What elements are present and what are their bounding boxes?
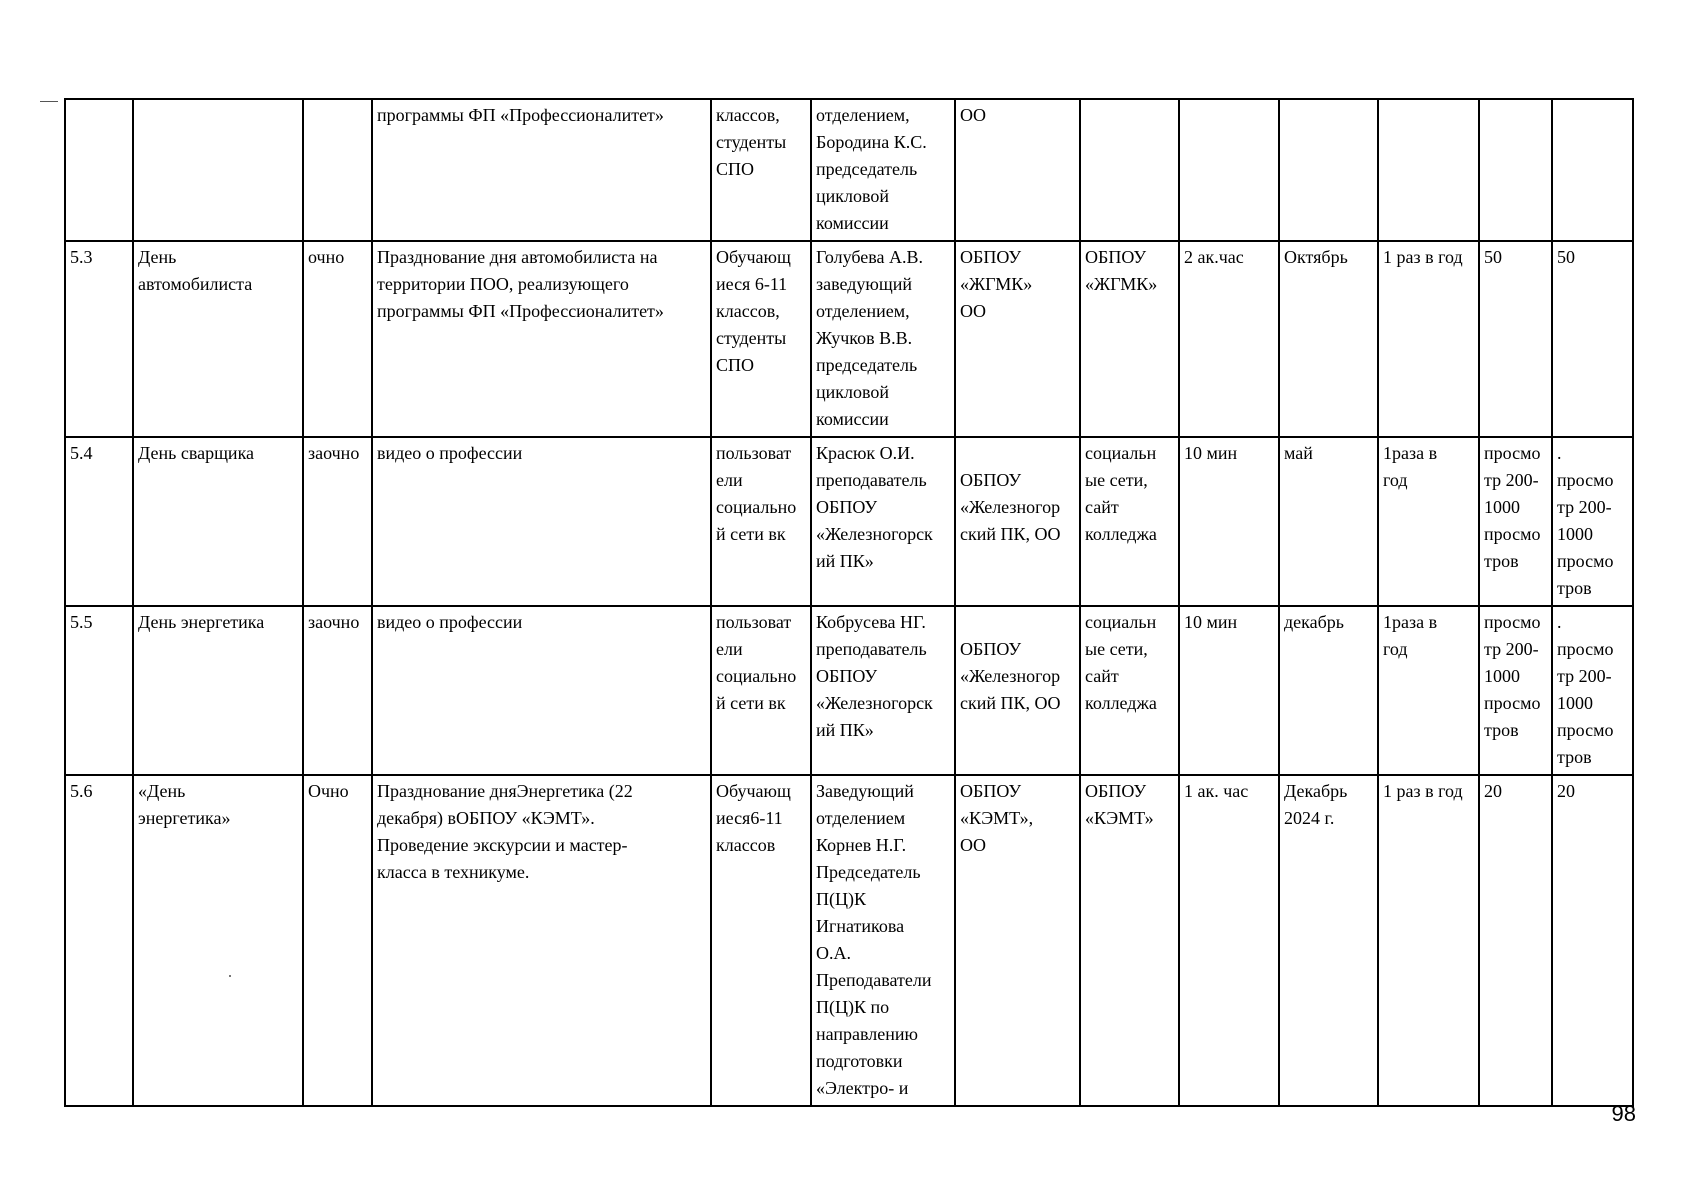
frequency-line: год	[1383, 470, 1408, 490]
venue-line: ОБПОУ	[1085, 247, 1147, 267]
planned-coverage-line: просмо	[1484, 612, 1541, 632]
row-number-cell: 5.3	[65, 241, 133, 437]
responsible-person-line: ОБПОУ	[816, 497, 878, 517]
event-name-line: энергетика»	[138, 808, 231, 828]
duration-cell	[1179, 775, 1279, 1106]
frequency-line: 1 раз в год	[1383, 781, 1463, 801]
responsible-person-line: отделением,	[816, 105, 910, 125]
target-audience-line: студенты	[716, 328, 787, 348]
target-audience-line: СПО	[716, 159, 755, 179]
responsible-person-cell	[811, 775, 955, 1106]
actual-coverage-line: 1000	[1557, 524, 1593, 544]
responsible-person-line: направлению	[816, 1024, 918, 1044]
participating-orgs-line: ский ПК, ОО	[960, 693, 1061, 713]
responsible-person-line: П(Ц)К	[816, 889, 866, 909]
event-description-line: программы ФП «Профессионалитет»	[377, 301, 664, 321]
venue-cell	[1080, 437, 1179, 606]
responsible-person-line: преподаватель	[816, 639, 927, 659]
target-audience-cell	[711, 775, 811, 1106]
event-date-line: Декабрь	[1284, 781, 1348, 801]
actual-coverage-cell	[1552, 775, 1633, 1106]
target-audience-line: классов	[716, 835, 776, 855]
duration-cell	[1179, 437, 1279, 606]
event-description-cell	[372, 241, 711, 437]
target-audience-line: классов,	[716, 301, 780, 321]
duration-line: 1 ак. час	[1184, 781, 1249, 801]
participating-orgs-line: ский ПК, ОО	[960, 524, 1061, 544]
participating-orgs-line: ОБПОУ	[960, 639, 1022, 659]
event-date-cell	[1279, 775, 1378, 1106]
participating-orgs-cell	[955, 606, 1080, 775]
participating-orgs-line: ОБПОУ	[960, 470, 1022, 490]
venue-line: «КЭМТ»	[1085, 808, 1154, 828]
target-audience-line: социально	[716, 497, 797, 517]
event-date-cell	[1279, 437, 1378, 606]
event-date-line: 2024 г.	[1284, 808, 1335, 828]
event-name-cell	[133, 437, 303, 606]
planned-coverage-line: просмо	[1484, 443, 1541, 463]
event-date-cell	[1279, 99, 1378, 241]
participating-orgs-cell	[955, 775, 1080, 1106]
participating-orgs-line: «ЖГМК»	[960, 274, 1033, 294]
responsible-person-line: Голубева А.В.	[816, 247, 923, 267]
table-row	[65, 775, 1633, 1106]
target-audience-cell	[711, 241, 811, 437]
event-form-line: заочно	[308, 443, 360, 463]
row-number-cell: 5.4	[65, 437, 133, 606]
venue-line: ые сети,	[1085, 639, 1148, 659]
planned-coverage-line: 50	[1484, 247, 1502, 267]
target-audience-line: иеся6-11	[716, 808, 783, 828]
target-audience-line: ели	[716, 639, 743, 659]
actual-coverage-line: 1000	[1557, 693, 1593, 713]
target-audience-line: пользоват	[716, 443, 792, 463]
target-audience-line: студенты	[716, 132, 787, 152]
planned-coverage-line: тров	[1484, 720, 1519, 740]
actual-coverage-line: 50	[1557, 247, 1575, 267]
event-form-line: очно	[308, 247, 345, 267]
duration-cell	[1179, 241, 1279, 437]
participating-orgs-line	[960, 609, 1076, 636]
duration-line: 2 ак.час	[1184, 247, 1244, 267]
event-description-line: видео о профессии	[377, 443, 523, 463]
event-form-cell	[303, 99, 372, 241]
frequency-cell	[1378, 606, 1479, 775]
participating-orgs-line: ОО	[960, 105, 986, 125]
responsible-person-line: Корнев Н.Г.	[816, 835, 907, 855]
responsible-person-line: Председатель	[816, 862, 921, 882]
responsible-person-line: заведующий	[816, 274, 912, 294]
event-description-cell	[372, 606, 711, 775]
responsible-person-line: Красюк О.И.	[816, 443, 915, 463]
actual-coverage-cell	[1552, 437, 1633, 606]
target-audience-cell	[711, 606, 811, 775]
table-row	[65, 99, 1633, 241]
actual-coverage-line: просмо	[1557, 720, 1614, 740]
actual-coverage-line: просмо	[1557, 551, 1614, 571]
event-name-line: День сварщика	[138, 443, 255, 463]
event-description-line: Празднование дня автомобилиста на	[377, 247, 658, 267]
duration-cell	[1179, 606, 1279, 775]
event-form-cell	[303, 241, 372, 437]
planned-coverage-line: 1000	[1484, 666, 1520, 686]
target-audience-cell	[711, 437, 811, 606]
venue-cell	[1080, 241, 1179, 437]
responsible-person-line: цикловой	[816, 186, 890, 206]
event-date-cell	[1279, 606, 1378, 775]
target-audience-line: ели	[716, 470, 743, 490]
responsible-person-line: «Железногорск	[816, 524, 933, 544]
responsible-person-line: Преподаватели	[816, 970, 932, 990]
event-description-line: программы ФП «Профессионалитет»	[377, 105, 664, 125]
venue-line: социальн	[1085, 443, 1157, 463]
duration-line: 10 мин	[1184, 612, 1238, 632]
duration-cell	[1179, 99, 1279, 241]
responsible-person-line: преподаватель	[816, 470, 927, 490]
planned-coverage-line: просмо	[1484, 524, 1541, 544]
planned-coverage-cell	[1479, 606, 1552, 775]
venue-line: ые сети,	[1085, 470, 1148, 490]
event-description-line: территории ПОО, реализующего	[377, 274, 629, 294]
planned-coverage-cell	[1479, 775, 1552, 1106]
row-number-cell: 5.5	[65, 606, 133, 775]
event-name-cell	[133, 99, 303, 241]
event-description-line: Проведение экскурсии и мастер-	[377, 835, 628, 855]
scan-speck	[229, 975, 231, 977]
row-number-cell: 5.6	[65, 775, 133, 1106]
frequency-line: год	[1383, 639, 1408, 659]
event-date-cell	[1279, 241, 1378, 437]
participating-orgs-cell	[955, 437, 1080, 606]
responsible-person-line: комиссии	[816, 409, 889, 429]
responsible-person-line: отделением	[816, 808, 906, 828]
frequency-cell	[1378, 99, 1479, 241]
participating-orgs-line: ОБПОУ	[960, 781, 1022, 801]
actual-coverage-line: .	[1557, 443, 1562, 463]
planned-coverage-line: тр 200-	[1484, 470, 1539, 490]
target-audience-line: социально	[716, 666, 797, 686]
planned-coverage-cell	[1479, 437, 1552, 606]
frequency-cell	[1378, 437, 1479, 606]
event-name-cell	[133, 775, 303, 1106]
responsible-person-line: отделением,	[816, 301, 910, 321]
target-audience-line: СПО	[716, 355, 755, 375]
responsible-person-line: ий ПК»	[816, 720, 874, 740]
venue-line: сайт	[1085, 666, 1119, 686]
planned-coverage-line: тр 200-	[1484, 639, 1539, 659]
event-name-cell	[133, 241, 303, 437]
venue-line: колледжа	[1085, 524, 1157, 544]
event-description-line: декабря) вОБПОУ «КЭМТ».	[377, 808, 595, 828]
responsible-person-line: «Железногорск	[816, 693, 933, 713]
venue-cell	[1080, 606, 1179, 775]
participating-orgs-cell	[955, 241, 1080, 437]
planned-coverage-line: тров	[1484, 551, 1519, 571]
actual-coverage-line: просмо	[1557, 639, 1614, 659]
event-form-cell	[303, 775, 372, 1106]
target-audience-line: классов,	[716, 105, 780, 125]
venue-line: социальн	[1085, 612, 1157, 632]
actual-coverage-cell	[1552, 606, 1633, 775]
venue-line: колледжа	[1085, 693, 1157, 713]
participating-orgs-line: ОО	[960, 301, 986, 321]
venue-line: ОБПОУ	[1085, 781, 1147, 801]
event-name-line: День энергетика	[138, 612, 265, 632]
target-audience-line: пользоват	[716, 612, 792, 632]
venue-cell	[1080, 775, 1179, 1106]
responsible-person-line: председатель	[816, 159, 918, 179]
actual-coverage-line: просмо	[1557, 470, 1614, 490]
participating-orgs-line: «Железногор	[960, 497, 1061, 517]
frequency-cell	[1378, 775, 1479, 1106]
planned-coverage-line: просмо	[1484, 693, 1541, 713]
responsible-person-line: Заведующий	[816, 781, 914, 801]
target-audience-line: Обучающ	[716, 247, 791, 267]
responsible-person-line: подготовки	[816, 1051, 903, 1071]
row-number-cell	[65, 99, 133, 241]
actual-coverage-cell	[1552, 99, 1633, 241]
responsible-person-cell	[811, 99, 955, 241]
actual-coverage-line: 20	[1557, 781, 1575, 801]
frequency-cell	[1378, 241, 1479, 437]
responsible-person-cell	[811, 241, 955, 437]
event-date-line: Октябрь	[1284, 247, 1348, 267]
frequency-line: 1раза в	[1383, 612, 1438, 632]
actual-coverage-line: тр 200-	[1557, 666, 1612, 686]
responsible-person-line: комиссии	[816, 213, 889, 233]
responsible-person-cell	[811, 437, 955, 606]
responsible-person-line: Кобрусева НГ.	[816, 612, 926, 632]
participating-orgs-line: «Железногор	[960, 666, 1061, 686]
venue-line: «ЖГМК»	[1085, 274, 1158, 294]
responsible-person-cell	[811, 606, 955, 775]
responsible-person-line: ОБПОУ	[816, 666, 878, 686]
event-form-line: Очно	[308, 781, 349, 801]
event-description-cell	[372, 437, 711, 606]
participating-orgs-line: ОО	[960, 835, 986, 855]
venue-cell	[1080, 99, 1179, 241]
actual-coverage-line: тр 200-	[1557, 497, 1612, 517]
event-name-cell	[133, 606, 303, 775]
planned-coverage-line: 1000	[1484, 497, 1520, 517]
table-row	[65, 606, 1633, 775]
frequency-line: 1раза в	[1383, 443, 1438, 463]
planned-coverage-cell	[1479, 241, 1552, 437]
responsible-person-line: ий ПК»	[816, 551, 874, 571]
event-form-cell	[303, 606, 372, 775]
event-description-line: класса в техникуме.	[377, 862, 530, 882]
target-audience-line: й сети вк	[716, 524, 786, 544]
event-form-cell	[303, 437, 372, 606]
responsible-person-line: председатель	[816, 355, 918, 375]
planned-coverage-line: 20	[1484, 781, 1502, 801]
target-audience-cell	[711, 99, 811, 241]
duration-line: 10 мин	[1184, 443, 1238, 463]
event-name-line: автомобилиста	[138, 274, 253, 294]
actual-coverage-line: тров	[1557, 747, 1592, 767]
actual-coverage-cell	[1552, 241, 1633, 437]
event-form-line: заочно	[308, 612, 360, 632]
target-audience-line: иеся 6-11	[716, 274, 788, 294]
event-description-line: видео о профессии	[377, 612, 523, 632]
responsible-person-line: О.А.	[816, 943, 851, 963]
scan-mark	[40, 101, 58, 102]
frequency-line: 1 раз в год	[1383, 247, 1463, 267]
venue-line: сайт	[1085, 497, 1119, 517]
event-date-line: декабрь	[1284, 612, 1344, 632]
table-row	[65, 241, 1633, 437]
responsible-person-line: Игнатикова	[816, 916, 905, 936]
event-description-cell	[372, 775, 711, 1106]
event-name-line: День	[138, 247, 177, 267]
events-table	[64, 98, 1634, 1107]
event-description-line: Празднование дняЭнергетика (22	[377, 781, 633, 801]
event-description-cell	[372, 99, 711, 241]
table-row	[65, 437, 1633, 606]
participating-orgs-line: ОБПОУ	[960, 247, 1022, 267]
page-number: 98	[1611, 1101, 1636, 1126]
actual-coverage-line: .	[1557, 612, 1562, 632]
event-name-line: «День	[138, 781, 186, 801]
target-audience-line: Обучающ	[716, 781, 791, 801]
target-audience-line: й сети вк	[716, 693, 786, 713]
participating-orgs-cell	[955, 99, 1080, 241]
participating-orgs-line: «КЭМТ»,	[960, 808, 1034, 828]
participating-orgs-line	[960, 440, 1076, 467]
actual-coverage-line: тров	[1557, 578, 1592, 598]
responsible-person-line: «Электро- и	[816, 1078, 909, 1098]
responsible-person-line: Бородина К.С.	[816, 132, 927, 152]
responsible-person-line: П(Ц)К по	[816, 997, 890, 1017]
responsible-person-line: цикловой	[816, 382, 890, 402]
planned-coverage-cell	[1479, 99, 1552, 241]
event-date-line: май	[1284, 443, 1313, 463]
responsible-person-line: Жучков В.В.	[816, 328, 913, 348]
